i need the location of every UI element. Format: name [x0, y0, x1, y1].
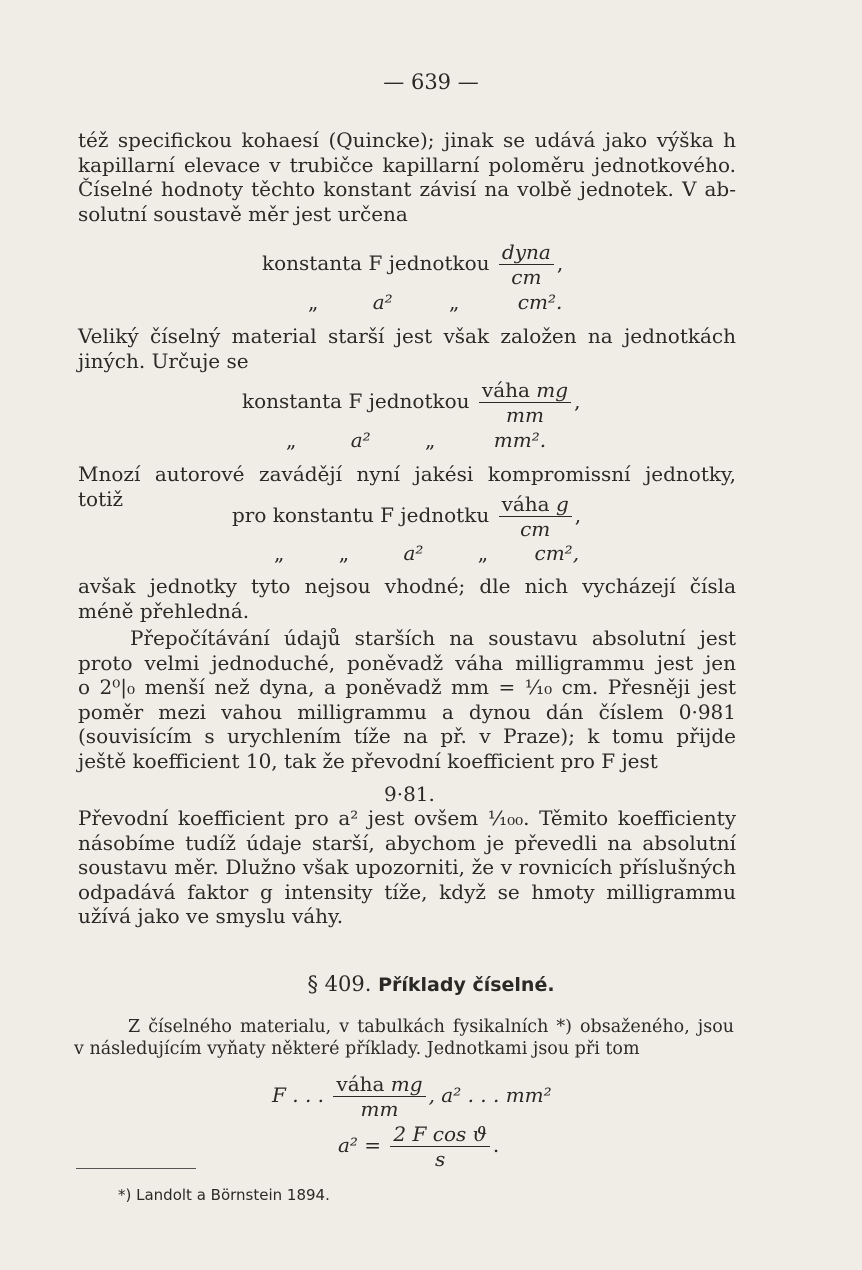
conversion-value: 9·81. — [384, 782, 435, 806]
fraction-denominator: s — [435, 1147, 446, 1171]
num-word: váha — [501, 492, 550, 516]
eq-mid: , a² . . . mm² — [428, 1083, 552, 1107]
ditto-mark: „ — [449, 290, 460, 314]
eq-symbol: a² — [372, 290, 393, 314]
eq-lead: konstanta F jednotkou — [262, 251, 490, 275]
text-line: Číselné hodnoty těchto konstant závisí na volbě jednotek. V ab- — [78, 177, 736, 201]
text-line: též specifickou kohaesí (Quincke); jinak se udává jako výška h — [78, 128, 736, 152]
eq-symbol: a² — [403, 541, 424, 565]
fraction — [499, 240, 554, 289]
text-line: Mnozí autorové zavádějí nyní jakési kompromissní jednotky, totiž — [78, 462, 736, 511]
paragraph-2 — [78, 324, 736, 373]
fraction-denominator: cm — [520, 517, 551, 541]
paragraph-4 — [78, 574, 736, 623]
eq-lhs: a² = — [338, 1133, 382, 1157]
text-line: (souvisícím s urychlením tíže na př. v Praze); k tomu přijde — [78, 724, 736, 748]
equation-constant-a2-mm2 — [286, 428, 556, 452]
fraction-numerator — [479, 378, 571, 403]
fraction-denominator: cm — [511, 265, 542, 289]
equation-a2-formula — [338, 1122, 499, 1171]
eq-lead: F . . . — [272, 1083, 325, 1107]
text-line: násobíme tudíž údaje starší, abychom je převedli na absolutní — [78, 830, 736, 855]
paragraph-1 — [78, 128, 736, 226]
eq-unit: cm². — [517, 290, 563, 314]
fraction-numerator: 2 F cos ϑ — [390, 1122, 489, 1147]
num-word: váha — [336, 1072, 385, 1096]
text-line: odpadává faktor g intensity tíže, když se hmoty milligrammu — [78, 879, 736, 904]
text-line: užívá jako ve smyslu váhy. — [78, 904, 344, 928]
text-line: solutní soustavě měr jest určena — [78, 201, 408, 226]
ditto-mark: „ — [338, 541, 350, 565]
text-line: Přepočítávání údajů starších na soustavu absolutní jest — [130, 626, 736, 650]
ditto-mark: „ — [308, 290, 319, 314]
text-line: Z číselného materialu, v tabulkách fysikalních *) obsaženého, jsou — [128, 1017, 734, 1037]
eq-unit: cm², — [534, 541, 580, 565]
section-number: § 409. — [307, 972, 372, 996]
fraction — [390, 1122, 489, 1171]
paragraph-6 — [78, 806, 736, 929]
footnote-rule — [76, 1168, 196, 1169]
num-var: mg — [390, 1072, 423, 1096]
num-var: g — [555, 492, 569, 516]
eq-tail: , — [574, 389, 581, 413]
text-line: proto velmi jednoduché, poněvadž váha milligrammu jest jen — [78, 650, 736, 675]
eq-tail: . — [492, 1133, 500, 1157]
text-line: Převodní koefficient pro a² jest ovšem ¹⁄₁₀₀. Těmito koefficienty — [78, 806, 736, 830]
text-line: jiných. Určuje se — [78, 348, 249, 373]
eq-unit: mm². — [493, 428, 547, 452]
fraction-numerator — [499, 492, 572, 517]
text-line: avšak jednotky tyto nejsou vhodné; dle nich vycházejí čísla — [78, 574, 736, 598]
eq-tail: , — [574, 503, 582, 527]
ditto-mark: „ — [477, 541, 489, 565]
text-line: méně přehledná. — [78, 598, 250, 623]
paragraph-7 — [74, 1016, 734, 1060]
fraction-numerator — [333, 1072, 425, 1097]
equation-compromise-a2 — [274, 541, 594, 565]
equation-compromise-f — [232, 492, 581, 541]
ditto-mark: „ — [425, 428, 436, 452]
num-word: váha — [481, 378, 530, 402]
fraction — [499, 492, 572, 541]
eq-lead: pro konstantu F jednotku — [232, 503, 490, 527]
fraction-numerator: dyna — [499, 240, 554, 265]
num-var: mg — [536, 378, 569, 402]
fraction — [333, 1072, 425, 1121]
section-title: Příklady číselné. — [378, 974, 555, 996]
text-line: v následujícím vyňaty některé příklady. Jednotkami jsou při tom — [74, 1039, 640, 1059]
equation-constant-f-dyna — [262, 240, 563, 289]
fraction-denominator: mm — [506, 403, 544, 427]
equation-constant-f-mg — [242, 378, 580, 427]
equation-constant-a2-cm2 — [308, 290, 578, 314]
eq-tail: , — [556, 251, 564, 275]
page-number: — 639 — — [383, 70, 479, 94]
text-line: ještě koefficient 10, tak že převodní koefficient pro F jest — [78, 748, 658, 773]
text-line: kapillarní elevace v trubičce kapillarní poloměru jednotkového. — [78, 152, 736, 177]
section-heading — [0, 972, 862, 996]
fraction — [479, 378, 571, 427]
text-line: Veliký číselný material starší jest však založen na jednotkách — [78, 324, 736, 348]
ditto-mark: „ — [286, 428, 297, 452]
paragraph-5 — [78, 626, 736, 773]
eq-symbol: a² — [350, 428, 371, 452]
text-line: poměr mezi vahou milligrammu a dynou dán číslem 0·981 — [78, 699, 736, 724]
fraction-denominator: mm — [360, 1097, 399, 1121]
eq-lead: konstanta F jednotkou — [242, 389, 470, 413]
footnote: *) Landolt a Börnstein 1894. — [118, 1186, 330, 1204]
text-line: soustavu měr. Dlužno však upozorniti, že v rovnicích příslušných — [78, 855, 736, 879]
equation-units — [272, 1072, 552, 1121]
ditto-mark: „ — [274, 541, 285, 565]
text-line: o 2⁰|₀ menší než dyna, a poněvadž mm = ¹⁄₁₀ cm. Přesněji jest — [78, 675, 736, 699]
